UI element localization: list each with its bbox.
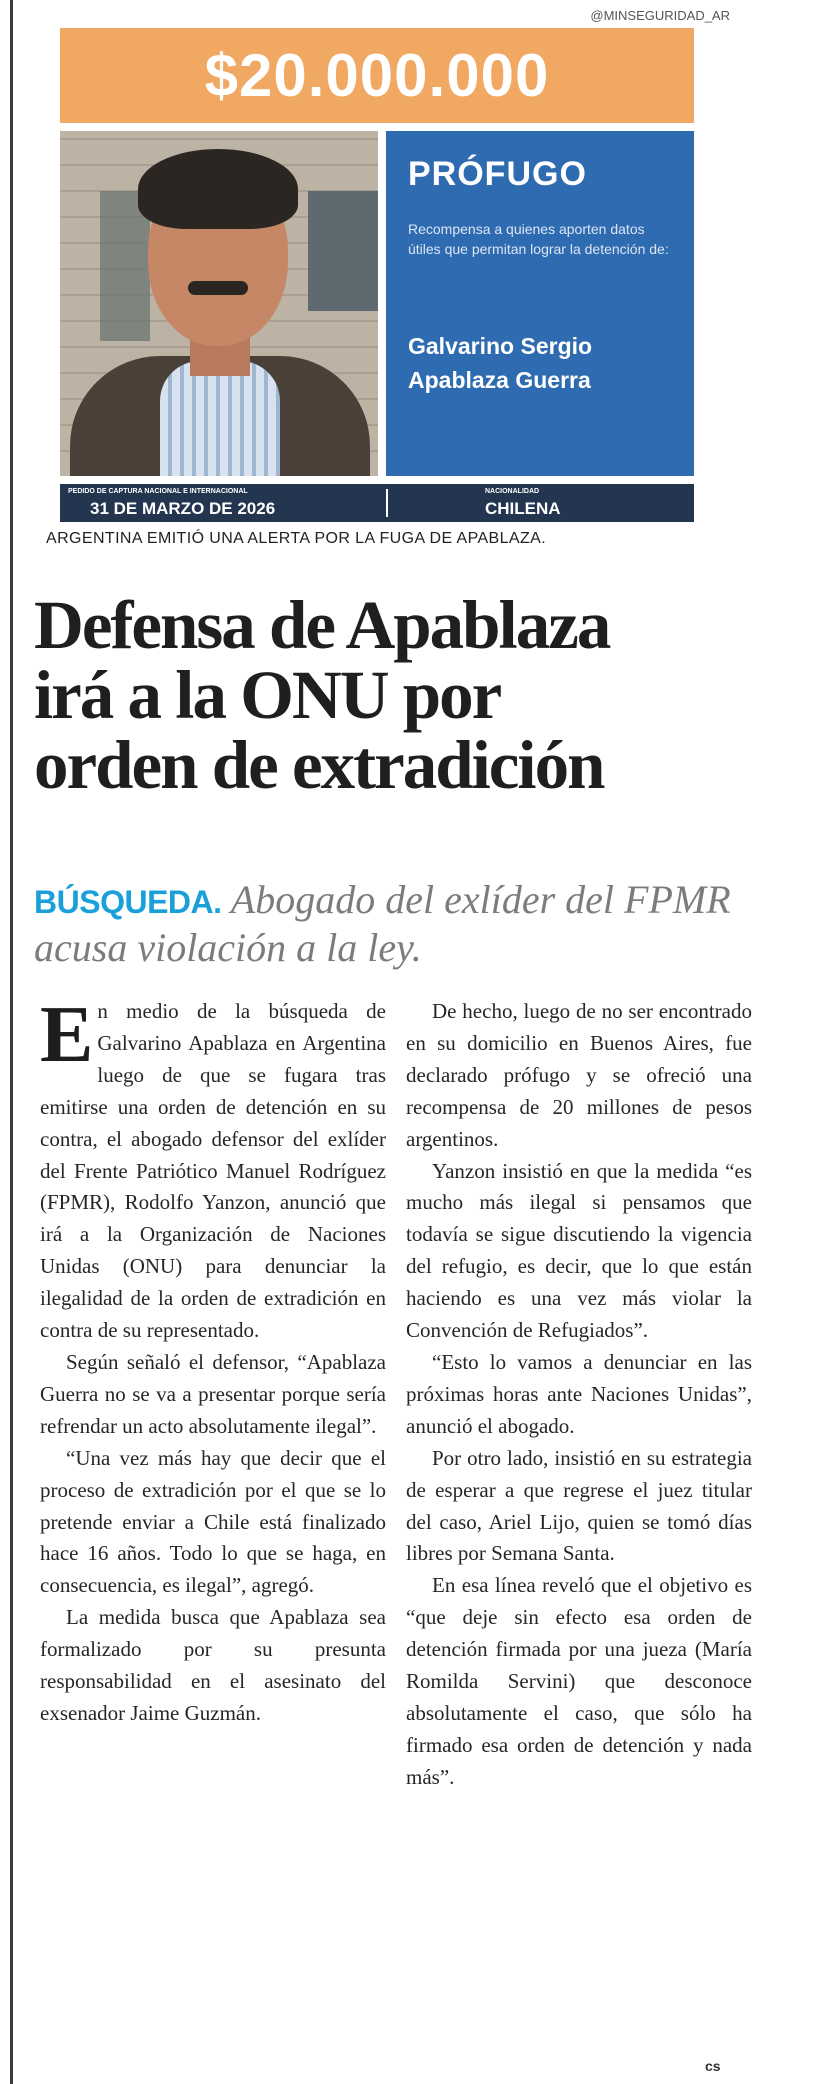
status-title: PRÓFUGO [408,155,587,193]
headline-line3: orden de extradición [34,727,604,803]
poster-footer-bar [60,484,694,522]
reward-description: Recompensa a quienes aporten datos útiles que permitan lograr la detención de: [408,221,669,257]
nationality-value: CHILENA [485,499,561,518]
headline-line1: Defensa de Apablaza [34,587,610,663]
warrant-label: PEDIDO DE CAPTURA NACIONAL E INTERNACIONAL [68,488,248,495]
photo-caption: ARGENTINA EMITIÓ UNA ALERTA POR LA FUGA DE APABLAZA. [46,530,547,547]
paragraph-6: Yanzon insistió en que la medida “es mucho más ilegal si pensamos que todavía se sigue discutiendo la vigencia del refugio, es decir, que lo que están haciendo es una vez más violar la Convención de Refugiados”. [406,1158,752,1343]
fugitive-name-line2: Apablaza Guerra [408,367,591,393]
nationality-label: NACIONALIDAD [485,488,540,495]
deck-text: Abogado del exlíder del FPMR acusa violación a la ley. [34,877,731,970]
drop-cap: E [40,991,94,1079]
fugitive-photo [60,131,378,476]
column-rule [10,0,13,2084]
paragraph-7: “Esto lo vamos a denunciar en las próximas horas ante Naciones Unidas”, anunció el abogado. [406,1349,752,1438]
article-headline [34,587,610,803]
source-handle: @MINSEGURIDAD_AR [590,8,730,23]
end-mark: cs [705,2058,721,2074]
paragraph-4: La medida busca que Apablaza sea formalizado por su presunta responsabilidad en el asesinato del exsenador Jaime Guzmán. [40,1605,386,1725]
paragraph-2: Según señaló el defensor, “Apablaza Guerra no se va a presentar porque sería refrendar un acto absolutamente ilegal”. [40,1349,386,1438]
fugitive-name [408,329,592,397]
deck-kicker: BÚSQUEDA. [34,884,222,920]
reward-amount: $20.000.000 [60,28,694,123]
warrant-date: 31 DE MARZO DE 2026 [90,499,276,518]
footer-divider [386,489,388,517]
article-deck [34,876,774,972]
fugitive-name-line1: Galvarino Sergio [408,333,593,359]
fugitive-info-panel [386,131,694,476]
paragraph-3: “Una vez más hay que decir que el proceso de extradición por el que se lo pretende enviar a Chile está finalizado hace 16 años. Todo lo que se haga, en consecuencia, es ilegal”, agregó. [40,1445,386,1598]
article-column-1 [40,991,386,1730]
paragraph-8: Por otro lado, insistió en su estrategia de esperar a que regrese el juez titular del caso, Ariel Lijo, quien se tomó días libres por Semana Santa. [406,1445,752,1566]
article-column-2 [406,996,752,1794]
wanted-poster [60,28,694,522]
paragraph-5: De hecho, luego de no ser encontrado en su domicilio en Buenos Aires, fue declarado prófugo y se ofreció una recompensa de 20 millones de pesos argentinos. [406,999,752,1151]
paragraph-1 [40,991,386,1347]
paragraph-9: En esa línea reveló que el objetivo es “que deje sin efecto esa orden de detención firmada por una jueza (María Romilda Servini) que desconoce absolutamente el caso, que sólo ha firmado esa orden de detención y nada más”. [406,1573,752,1789]
paragraph-1-text: n medio de la búsqueda de Galvarino Apablaza en Argentina luego de que se fugara tras emitirse una orden de detención en su contra, el abogado defensor del exlíder del Frente Patriótico Manuel Rodríguez (FPMR), Rodolfo Yanzon, anunció que irá a la Organización de Naciones Unidas (ONU) para denunciar la ilegalidad de la orden de extradición en contra de su representado. [40,999,386,1343]
headline-line2: irá a la ONU por [34,657,501,733]
